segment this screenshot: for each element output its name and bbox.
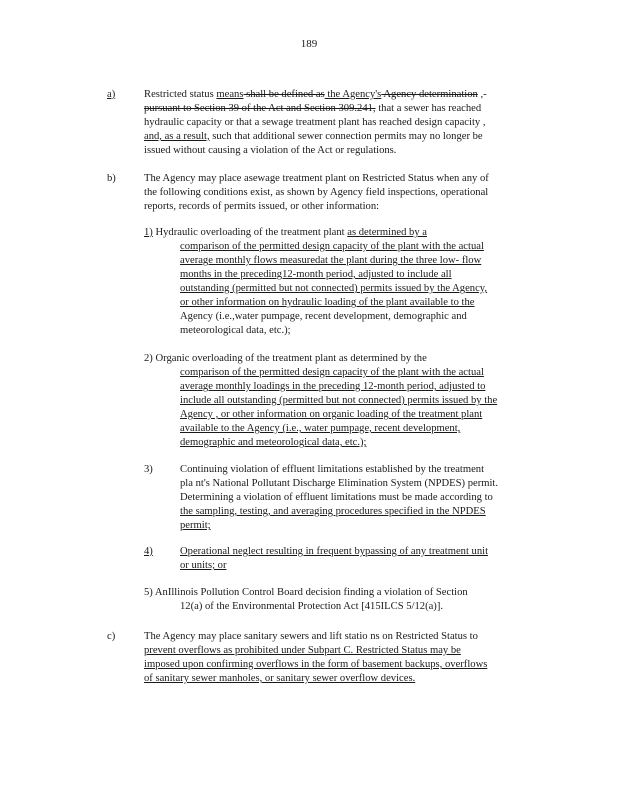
section-a-line-5: issued without causing a violation of the Act or regulations. [144,145,397,156]
section-a-line-1: Restricted status means shall be defined as the Agency's Agency determination ,- [144,89,487,100]
item-3-body: Continuing violation of effluent limitations established by the treatment pla nt's National Pollutant Discharge Elimination System (NPDES) permit. Determining a violation of effluent limitations must be made according to the sampling, testing, and averaging procedures specified in the NPDES permit; [180,464,499,531]
section-b-intro: The Agency may place asewage treatment plant on Restricted Status when any of the following conditions exist, as shown by Agency field inspections, operational reports, records of permits issued, or other information: [144,173,489,212]
section-b-label: b) [107,173,116,184]
page-number: 189 [300,38,318,50]
section-a-line-3: hydraulic capacity or that a sewage treatment plant has reached design capacity , [144,117,486,128]
item-4-number: 4) [144,546,153,557]
section-a-text [144,88,536,158]
item-3-number: 3) [144,464,153,475]
section-c-text: The Agency may place sanitary sewers and lift statio ns on Restricted Status to prevent overflows as prohibited under Subpart C. Restricted Status may be imposed upon confirming overflows in the form of basement backups, overflows of sanitary sewer manholes, or sanitary sewer overflow devices. [144,631,488,684]
item-2-first-line: 2) Organic overloading of the treatment plant as determined by the [144,353,427,364]
item-4-body: Operational neglect resulting in frequent bypassing of any treatment unit or units; or [180,546,489,571]
section-a-label: a) [107,89,116,100]
item-5-first-line: 5) AnIllinois Pollution Control Board decision finding a violation of Section [144,587,468,598]
item-2-body: comparison of the permitted design capacity of the plant with the actual average monthly loadings in the preceding 12-month period, adjusted to include all outstanding (permitted but not connected) permits issued by the Agency , or other information on organic loading of the treatment plant available to the Agency (i.e., water pumpage, recent development, demographic and meteorological data, etc.); [180,367,498,448]
item-5-second-line: 12(a) of the Environmental Protection Act [415ILCS 5/12(a)]. [180,601,444,612]
item-1-first-line: 1) Hydraulic overloading of the treatment plant as determined by a [144,227,427,238]
section-c-label: c) [107,631,116,642]
item-1-body: comparison of the permitted design capacity of the plant with the actual average monthly flows measuredat the plant during the three low- flow months in the preceding12-month period, adjusted to include all outstanding (permitted but not connected) permits issued by the Agency, or other information on hydraulic loading of the plant available to the Agency (i.e.,water pumpage, recent development, demographic and meteorological data, etc.); [180,241,488,336]
section-a-line-2: pursuant to Section 39 of the Act and Section 309.241, that a sewer has reached [144,103,482,114]
section-a-line-4: and, as a result, such that additional sewer connection permits may no longer be [144,131,483,142]
